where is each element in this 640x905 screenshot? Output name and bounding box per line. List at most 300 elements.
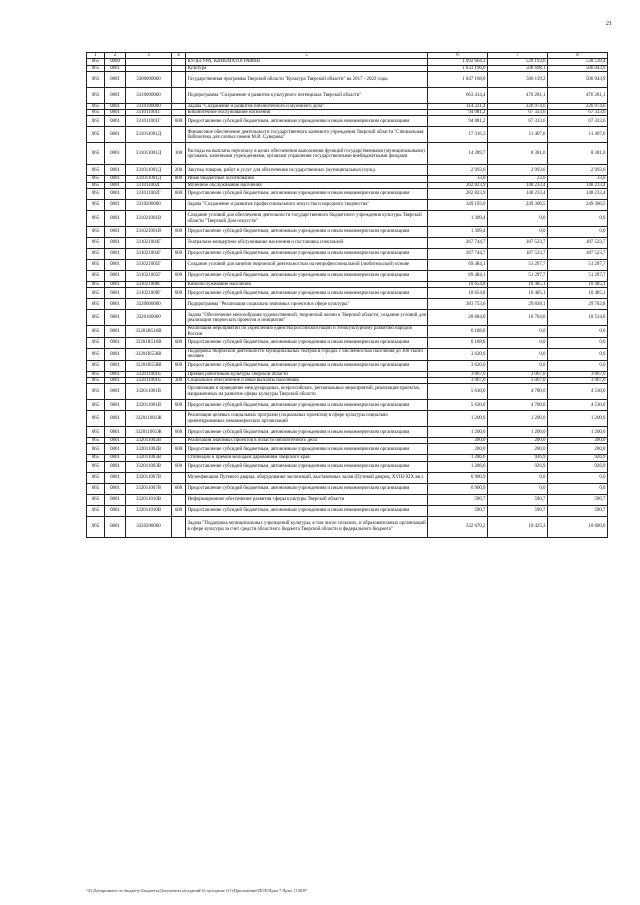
cell-section: 0801	[105, 65, 126, 71]
cell-name: Предоставление субсидий бюджетным, автономным учреждениям и иным некоммерческим организациям	[186, 271, 428, 282]
cell-amount-2020: 1 047 168,0	[428, 71, 488, 87]
cell-expense-type	[172, 87, 186, 103]
cell-amount-2022: 33,0	[548, 176, 608, 182]
cell-target-code: 332011010В	[126, 505, 172, 516]
header-cell: 5	[186, 53, 428, 59]
cell-expense-type: 600	[172, 288, 186, 299]
cell-ministry: 065	[87, 116, 105, 127]
cell-target-code: 33201R516В	[126, 326, 172, 338]
cell-ministry: 065	[87, 427, 105, 438]
cell-name: Информационное обеспечение развития сферы культуры Тверской области	[186, 494, 428, 505]
cell-section: 0801	[105, 71, 126, 87]
cell-section: 0801	[105, 176, 126, 182]
cell-target-code: 332011003В	[126, 455, 172, 461]
table-row	[87, 483, 608, 494]
cell-section: 0801	[105, 427, 126, 438]
cell-ministry: 065	[87, 299, 105, 310]
cell-target-code: 332011007В	[126, 483, 172, 494]
cell-target-code: 33201R558В	[126, 348, 172, 360]
cell-ministry: 065	[87, 494, 105, 505]
cell-amount-2021: 187 523,7	[488, 249, 548, 260]
cell-amount-2022: 0,0	[548, 348, 608, 360]
cell-amount-2022: 200,0	[548, 444, 608, 455]
table-row	[87, 516, 608, 537]
cell-ministry: 065	[87, 211, 105, 227]
cell-amount-2020: 3 067,0	[428, 377, 488, 383]
cell-expense-type: 100	[172, 143, 186, 165]
cell-amount-2021: 476 281,1	[488, 87, 548, 103]
cell-section: 0801	[105, 444, 126, 455]
table-row	[87, 127, 608, 143]
table-row	[87, 227, 608, 238]
cell-ministry: 065	[87, 472, 105, 483]
cell-name: Подпрограмма "Реализация социально значимых проектов в сфере культуры"	[186, 299, 428, 310]
cell-section: 0801	[105, 337, 126, 348]
cell-name: Закупка товаров, работ и услуг для обеспечения государственных (муниципальных) нужд	[186, 165, 428, 176]
cell-expense-type: 600	[172, 116, 186, 127]
cell-target-code: 332011001Ж	[126, 411, 172, 427]
cell-expense-type: 600	[172, 189, 186, 200]
cell-target-code: 331021008Г	[126, 282, 172, 288]
table-row	[87, 87, 608, 103]
cell-amount-2020: 267 744,7	[428, 238, 488, 249]
cell-name: Предоставление субсидий бюджетным, автономным учреждениям и иным некоммерческим организациям	[186, 505, 428, 516]
cell-target-code: 331011001Г	[126, 110, 172, 116]
cell-amount-2022: 10 485,1	[548, 282, 608, 288]
cell-amount-2022: 0,0	[548, 360, 608, 371]
cell-amount-2022: 51 297,7	[548, 260, 608, 271]
cell-amount-2022: 1 200,0	[548, 411, 608, 427]
header-cell: 2	[105, 53, 126, 59]
cell-amount-2021: 10 764,6	[488, 310, 548, 326]
cell-ministry: 065	[87, 438, 105, 444]
cell-amount-2021: 67 333,6	[488, 116, 548, 127]
table-row	[87, 505, 608, 516]
cell-amount-2021: 0,0	[488, 337, 548, 348]
cell-amount-2021: 200,0	[488, 438, 548, 444]
cell-expense-type: 600	[172, 400, 186, 411]
cell-section: 0801	[105, 103, 126, 109]
cell-section: 0801	[105, 211, 126, 227]
cell-section: 0801	[105, 371, 126, 377]
cell-target-code: 331021001В	[126, 211, 172, 227]
cell-expense-type	[172, 299, 186, 310]
cell-amount-2020: 3 620,0	[428, 360, 488, 371]
cell-amount-2020: 200,0	[428, 444, 488, 455]
cell-amount-2022: 10 600,0	[548, 516, 608, 537]
cell-name: Предоставление субсидий бюджетным, автономным учреждениям и иным некоммерческим организациям	[186, 427, 428, 438]
table-row	[87, 384, 608, 400]
table-row	[87, 288, 608, 299]
cell-amount-2020: 3 620,0	[428, 348, 488, 360]
cell-name: Иные бюджетные ассигнования	[186, 176, 428, 182]
cell-expense-type: 600	[172, 483, 186, 494]
cell-expense-type	[172, 326, 186, 338]
cell-name: Предоставление субсидий бюджетным, автономным учреждениям и иным некоммерческим организациям	[186, 116, 428, 127]
cell-section: 0801	[105, 87, 126, 103]
cell-ministry: 065	[87, 249, 105, 260]
cell-target-code: 3310200000	[126, 200, 172, 211]
cell-amount-2022: 3 067,0	[548, 377, 608, 383]
cell-ministry: 065	[87, 411, 105, 427]
cell-name: Предоставление субсидий бюджетным, автономным учреждениям и иным некоммерческим организациям	[186, 444, 428, 455]
header-cell: 7	[488, 53, 548, 59]
cell-amount-2021: 10 485,1	[488, 288, 548, 299]
cell-ministry: 065	[87, 337, 105, 348]
cell-amount-2020: 1 092 664,3	[428, 59, 488, 65]
cell-section: 0801	[105, 200, 126, 211]
cell-amount-2020: 590,7	[428, 494, 488, 505]
cell-amount-2020: 94 081,2	[428, 110, 488, 116]
cell-amount-2022: 926,9	[548, 461, 608, 472]
cell-expense-type: 600	[172, 249, 186, 260]
cell-amount-2020: 28 684,0	[428, 310, 488, 326]
table-row	[87, 360, 608, 371]
cell-amount-2020: 6 900,9	[428, 472, 488, 483]
cell-amount-2022: 2 993,6	[548, 165, 608, 176]
cell-amount-2022: 10 485,1	[548, 288, 608, 299]
cell-amount-2022: 0,0	[548, 472, 608, 483]
cell-name: Организация и проведение международных, всероссийских, региональных мероприятий, реализация проектов, направленных на развитие сферы культуры Тверской области	[186, 384, 428, 400]
cell-amount-2022: 67 333,6	[548, 110, 608, 116]
cell-amount-2020: 2 993,6	[428, 165, 488, 176]
cell-ministry: 065	[87, 189, 105, 200]
cell-amount-2021: 506 698,1	[488, 65, 548, 71]
cell-expense-type	[172, 71, 186, 87]
cell-section: 0801	[105, 143, 126, 165]
cell-amount-2020: 6 188,8	[428, 326, 488, 338]
cell-amount-2021: 4 780,0	[488, 400, 548, 411]
cell-amount-2022: 11 407,6	[548, 127, 608, 143]
cell-ministry: 065	[87, 59, 105, 65]
cell-expense-type: 600	[172, 505, 186, 516]
cell-amount-2020: 1 309,4	[428, 211, 488, 227]
cell-amount-2020: 6 188,8	[428, 337, 488, 348]
cell-name: Финансовое обеспечение деятельности государственного казенного учреждения Тверской области "Специальная библиотека для слепых имени М.И. Суворова"	[186, 127, 428, 143]
cell-amount-2021: 67 333,6	[488, 110, 548, 116]
cell-section: 0801	[105, 127, 126, 143]
cell-target-code: 331011001Д	[126, 143, 172, 165]
cell-amount-2020: 663 414,4	[428, 87, 488, 103]
cell-amount-2020: 5 630,0	[428, 384, 488, 400]
cell-ministry: 065	[87, 227, 105, 238]
cell-name: Театрально-концертное обслуживание населения и постановка спектаклей	[186, 238, 428, 249]
cell-target-code: 332011001Б	[126, 371, 172, 377]
cell-target-code: 332011003В	[126, 461, 172, 472]
cell-section: 0801	[105, 249, 126, 260]
cell-name: Поддержка творческой деятельности муниципальных театров в городах с численностью населения до 300 тысяч человек	[186, 348, 428, 360]
cell-section: 0801	[105, 494, 126, 505]
cell-section: 0801	[105, 189, 126, 200]
header-cell: 4	[172, 53, 186, 59]
cell-expense-type	[172, 200, 186, 211]
cell-amount-2020: 5 630,0	[428, 400, 488, 411]
cell-amount-2020: 69 484,1	[428, 271, 488, 282]
cell-amount-2021: 0,0	[488, 326, 548, 338]
cell-amount-2021: 4 780,0	[488, 384, 548, 400]
cell-expense-type	[172, 348, 186, 360]
cell-amount-2021: 1 200,0	[488, 411, 548, 427]
cell-amount-2021: 0,0	[488, 483, 548, 494]
cell-amount-2020: 202 823,9	[428, 189, 488, 200]
cell-amount-2020: 1 286,6	[428, 461, 488, 472]
cell-amount-2022: 200,0	[548, 438, 608, 444]
cell-amount-2021: 11 407,6	[488, 127, 548, 143]
cell-target-code: 3320200000	[126, 516, 172, 537]
cell-section: 0801	[105, 282, 126, 288]
table-row	[87, 348, 608, 360]
cell-amount-2020: 590,7	[428, 505, 488, 516]
cell-target-code: 331011002Г	[126, 182, 172, 188]
cell-ministry: 065	[87, 455, 105, 461]
cell-amount-2021: 590,7	[488, 505, 548, 516]
cell-amount-2022: 249 306,5	[548, 200, 608, 211]
cell-amount-2022: 29 762,8	[548, 299, 608, 310]
cell-amount-2021: 0,0	[488, 360, 548, 371]
table-row	[87, 461, 608, 472]
cell-ministry: 065	[87, 505, 105, 516]
cell-expense-type: 200	[172, 165, 186, 176]
cell-ministry: 065	[87, 360, 105, 371]
cell-ministry: 065	[87, 271, 105, 282]
cell-amount-2022: 538 539,4	[548, 59, 608, 65]
cell-expense-type	[172, 411, 186, 427]
cell-amount-2020: 200,0	[428, 438, 488, 444]
cell-section: 0801	[105, 110, 126, 116]
cell-amount-2021: 51 297,7	[488, 260, 548, 271]
cell-target-code: 332011010В	[126, 494, 172, 505]
cell-target-code: 332011001В	[126, 384, 172, 400]
cell-name: Предоставление субсидий бюджетным, автономным учреждениям и иным некоммерческим организациям	[186, 337, 428, 348]
cell-amount-2021: 1 200,0	[488, 427, 548, 438]
cell-amount-2021: 0,0	[488, 348, 548, 360]
cell-expense-type: 300	[172, 377, 186, 383]
cell-ministry: 065	[87, 165, 105, 176]
cell-name: Расходы на выплаты персоналу в целях обеспечения выполнения функций государственными (муниципальными) органами, казенными учреждениями, органами управления государственными внебюджетными фондами	[186, 143, 428, 165]
cell-expense-type: 800	[172, 176, 186, 182]
cell-section: 0801	[105, 271, 126, 282]
cell-expense-type	[172, 211, 186, 227]
cell-amount-2022: 0,0	[548, 337, 608, 348]
table-row	[87, 427, 608, 438]
cell-section: 0801	[105, 227, 126, 238]
cell-target-code: 331021008Г	[126, 288, 172, 299]
cell-section: 0801	[105, 116, 126, 127]
cell-amount-2021: 3 067,0	[488, 371, 548, 377]
cell-target-code: 331021005Г	[126, 260, 172, 271]
cell-amount-2020: 3 067,0	[428, 371, 488, 377]
cell-amount-2021: 10 485,1	[488, 282, 548, 288]
cell-target-code: 33201R516В	[126, 337, 172, 348]
cell-name: Кинообслуживание населения	[186, 282, 428, 288]
table-row	[87, 400, 608, 411]
cell-target-code: 331011002Г	[126, 189, 172, 200]
cell-amount-2020: 1 309,4	[428, 227, 488, 238]
cell-target-code: 3320100000	[126, 310, 172, 326]
table-row	[87, 337, 608, 348]
cell-amount-2021: 10 425,3	[488, 516, 548, 537]
cell-target-code: 332011002В	[126, 444, 172, 455]
cell-amount-2021: 29 838,1	[488, 299, 548, 310]
cell-ministry: 065	[87, 110, 105, 116]
cell-target-code: 332011001Б	[126, 377, 172, 383]
cell-amount-2022: 506 043,9	[548, 65, 608, 71]
table-row	[87, 411, 608, 427]
cell-expense-type	[172, 260, 186, 271]
cell-amount-2021: 148 233,4	[488, 182, 548, 188]
cell-ministry: 065	[87, 260, 105, 271]
cell-name: Задача "Сохранение и развитие профессионального искусства и народного творчества"	[186, 200, 428, 211]
cell-section: 0801	[105, 384, 126, 400]
cell-amount-2021: 590,7	[488, 494, 548, 505]
cell-ministry: 065	[87, 87, 105, 103]
page-number: 21	[606, 21, 612, 27]
cell-name: Культура	[186, 65, 428, 71]
cell-target-code: 3300000000	[126, 71, 172, 87]
cell-ministry: 065	[87, 377, 105, 383]
cell-section: 0801	[105, 516, 126, 537]
cell-name: Реализация целевых социальных программ (социальных проектов) в сфере культуры социально ориентированных некоммерческих организаций	[186, 411, 428, 427]
cell-amount-2021: 0,0	[488, 472, 548, 483]
cell-ministry: 065	[87, 310, 105, 326]
cell-expense-type: 600	[172, 337, 186, 348]
cell-amount-2021: 148 233,4	[488, 189, 548, 200]
cell-target-code: 3310000000	[126, 87, 172, 103]
table-row	[87, 238, 608, 249]
cell-expense-type	[172, 516, 186, 537]
cell-amount-2020: 1 033 196,0	[428, 65, 488, 71]
footer-path: \\Fs\Департамент по бюджету\Бюджеты\Документы заседаний\16 заседание (11)\Приложение\ПОЕ\Прил 7 Прил 11.ВОР	[86, 888, 307, 893]
cell-amount-2021: 539 193,6	[488, 59, 548, 65]
cell-amount-2021: 0,0	[488, 227, 548, 238]
cell-amount-2022: 10 514,6	[548, 310, 608, 326]
cell-amount-2020: 1 200,0	[428, 427, 488, 438]
cell-ministry: 065	[87, 516, 105, 537]
cell-ministry: 065	[87, 103, 105, 109]
table-row	[87, 299, 608, 310]
cell-section: 0801	[105, 310, 126, 326]
cell-amount-2020: 69 484,1	[428, 260, 488, 271]
cell-amount-2020: 1 200,0	[428, 411, 488, 427]
cell-ministry: 065	[87, 348, 105, 360]
cell-name: Задача "Сохранение и развитие библиотечного и музейного дела"	[186, 103, 428, 109]
cell-section: 0801	[105, 400, 126, 411]
cell-amount-2022: 8 381,0	[548, 143, 608, 165]
cell-amount-2021: 187 523,7	[488, 238, 548, 249]
cell-amount-2020: 202 823,9	[428, 182, 488, 188]
cell-amount-2022: 0,0	[548, 227, 608, 238]
cell-name: КУЛЬТУРА, КИНЕМАТОГРАФИЯ	[186, 59, 428, 65]
cell-target-code: 331011001Д	[126, 127, 172, 143]
cell-ministry: 065	[87, 238, 105, 249]
cell-amount-2021: 3 067,0	[488, 377, 548, 383]
cell-name: Предоставление субсидий бюджетным, автономным учреждениям и иным некоммерческим организациям	[186, 249, 428, 260]
cell-name: Предоставление субсидий бюджетным, автономным учреждениям и иным некоммерческим организациям	[186, 400, 428, 411]
cell-amount-2022: 590,7	[548, 494, 608, 505]
table-row	[87, 249, 608, 260]
cell-target-code: 33201R558В	[126, 360, 172, 371]
cell-amount-2020: 10 654,8	[428, 282, 488, 288]
cell-name: Предоставление субсидий бюджетным, автономным учреждениям и иным некоммерческим организациям	[186, 360, 428, 371]
cell-name: Социальное обеспечение и иные выплаты населению	[186, 377, 428, 383]
cell-amount-2022: 0,0	[548, 326, 608, 338]
cell-section: 0801	[105, 483, 126, 494]
cell-name: Подпрограмма "Сохранение и развитие культурного потенциала Тверской области"	[186, 87, 428, 103]
cell-expense-type: 600	[172, 444, 186, 455]
cell-amount-2022: 67 333,6	[548, 116, 608, 127]
cell-section: 0801	[105, 260, 126, 271]
cell-ministry: 065	[87, 461, 105, 472]
cell-amount-2020: 6 900,9	[428, 483, 488, 494]
cell-name: Музейное обслуживание населения	[186, 182, 428, 188]
cell-amount-2022: 0,0	[548, 211, 608, 227]
cell-target-code: 332011002В	[126, 438, 172, 444]
cell-name: Задача "Обеспечение многообразия художественной, творческой жизни в Тверской области, создание условий для реализации творческих проектов и инициатив"	[186, 310, 428, 326]
cell-name: Реализация значимых проектов в области библиотечного дела	[186, 438, 428, 444]
cell-amount-2021: 51 297,7	[488, 271, 548, 282]
cell-ministry: 065	[87, 326, 105, 338]
cell-name: Стипендии и премии молодым дарованиям Тверского края	[186, 455, 428, 461]
cell-section: 0801	[105, 238, 126, 249]
cell-amount-2020: 267 744,7	[428, 249, 488, 260]
cell-ministry: 065	[87, 182, 105, 188]
table-row	[87, 444, 608, 455]
cell-name: Реализация мероприятий по укреплению единства российской нации и этнокультурному развитию народов России	[186, 326, 428, 338]
cell-target-code: 332011001В	[126, 400, 172, 411]
table-row	[87, 271, 608, 282]
table-row	[87, 494, 608, 505]
cell-amount-2022: 476 281,1	[548, 87, 608, 103]
cell-section: 0801	[105, 505, 126, 516]
header-cell: 3	[126, 53, 172, 59]
cell-amount-2021: 926,9	[488, 461, 548, 472]
table-row	[87, 71, 608, 87]
cell-expense-type: 600	[172, 271, 186, 282]
table-row	[87, 211, 608, 227]
cell-amount-2021: 33,0	[488, 176, 548, 182]
header-cell: 1	[87, 53, 105, 59]
cell-name: Предоставление субсидий бюджетным, автономным учреждениям и иным некоммерческим организациям	[186, 288, 428, 299]
cell-expense-type	[172, 238, 186, 249]
cell-amount-2021: 506 119,2	[488, 71, 548, 87]
cell-amount-2022: 51 297,7	[548, 271, 608, 282]
cell-target-code: 331021005Г	[126, 271, 172, 282]
cell-name: Предоставление субсидий бюджетным, автономным учреждениям и иным некоммерческим организациям	[186, 483, 428, 494]
cell-ministry: 065	[87, 127, 105, 143]
table-row	[87, 326, 608, 338]
cell-name: Предоставление субсидий бюджетным, автономным учреждениям и иным некоммерческим организациям	[186, 227, 428, 238]
cell-amount-2022: 226 974,6	[548, 103, 608, 109]
cell-amount-2021: 2 993,6	[488, 165, 548, 176]
cell-target-code: 331021001В	[126, 227, 172, 238]
cell-amount-2022: 3 067,0	[548, 371, 608, 377]
budget-table	[86, 52, 608, 538]
cell-expense-type	[172, 384, 186, 400]
header-cell: 8	[548, 53, 608, 59]
cell-amount-2022: 4 530,0	[548, 400, 608, 411]
cell-name: Библиотечное обслуживание населения	[186, 110, 428, 116]
cell-section: 0801	[105, 326, 126, 338]
cell-target-code: 3310100000	[126, 103, 172, 109]
table-row	[87, 165, 608, 176]
cell-target-code: 331011001Д	[126, 165, 172, 176]
cell-ministry: 065	[87, 282, 105, 288]
header-cell: 6	[428, 53, 488, 59]
table-row	[87, 200, 608, 211]
cell-name: Музеефикация Путевого дворца, оборудование экспозиций, выставочных залов (Путевой дворец, XVIII-XIX вв.)	[186, 472, 428, 483]
cell-expense-type: 600	[172, 427, 186, 438]
cell-amount-2022: 187 523,7	[548, 249, 608, 260]
